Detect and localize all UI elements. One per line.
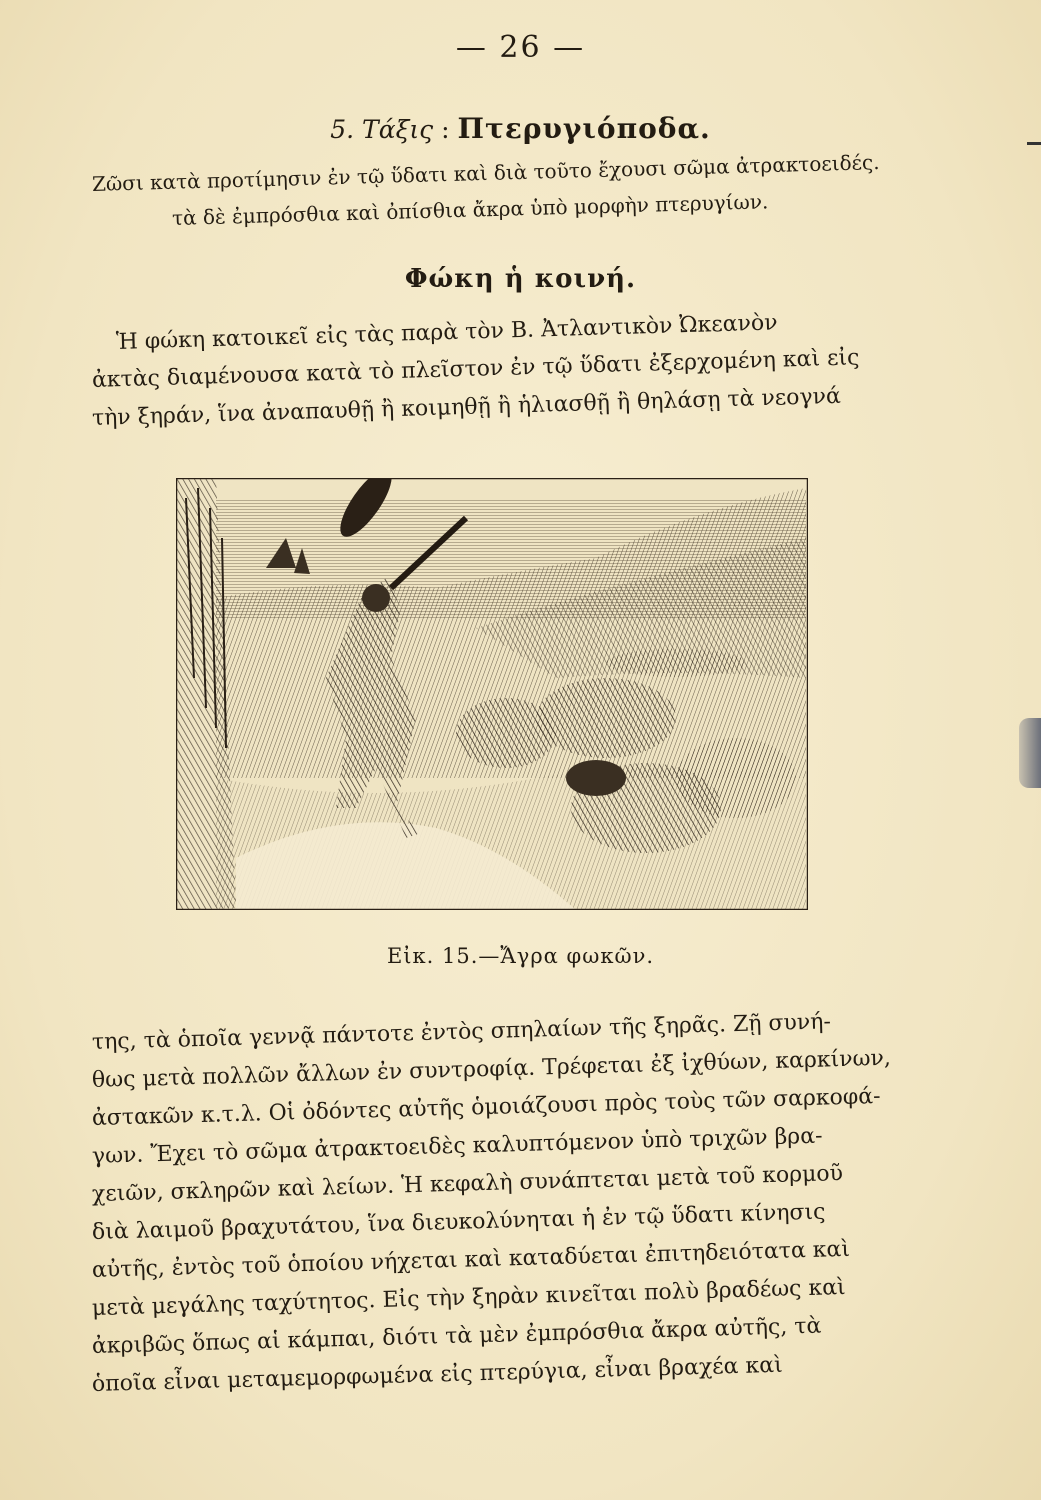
paragraph-line: ὁποῖα εἶναι μεταμεμορφωμένα εἰς πτερύγια, εἶναι βραχέα καὶ [91, 1352, 784, 1397]
paragraph-line: θως μετὰ πολλῶν ἄλλων ἐν συντροφίᾳ. Τρέφεται ἐξ ἰχθύων, καρκίνων, [91, 1045, 892, 1093]
section-name: Πτερυγιόποδα. [457, 112, 711, 145]
engraving-illustration [176, 478, 808, 910]
section-heading [0, 112, 1041, 145]
paragraph-line: γων. Ἔχει τὸ σῶμα ἀτρακτοειδὲς καλυπτόμενον ὑπὸ τριχῶν βρα- [91, 1123, 823, 1169]
section-separator: : [441, 115, 450, 144]
seal-hunt-engraving [176, 478, 808, 910]
figure-caption: Εἰκ. 15.—Ἄγρα φωκῶν. [386, 944, 655, 968]
section-order: 5. Τάξις [330, 115, 434, 144]
paragraph-line: ἀστακῶν κ.τ.λ. Οἱ ὀδόντες αὐτῆς ὁμοιάζουσι πρὸς τοὺς τῶν σαρκοφά- [91, 1083, 881, 1131]
paragraph-line: χειῶν, σκληρῶν καὶ λείων. Ἡ κεφαλὴ συνάπτεται μετὰ τοῦ κορμοῦ [91, 1161, 844, 1207]
paragraph-line: της, τὰ ὁποῖα γεννᾷ πάντοτε ἐντὸς σπηλαίων τῆς ξηρᾶς. Ζῇ συνή- [91, 1009, 832, 1055]
paragraph-line: τὴν ξηράν, ἵνα ἀναπαυθῇ ἢ κοιμηθῇ ἢ ἡλιασθῇ ἢ θηλάσῃ τὰ νεογνά [91, 383, 842, 431]
intro-line: τὰ δὲ ἐμπρόσθια καὶ ὀπίσθια ἄκρα ὑπὸ μορφὴν πτερυγίων. [171, 189, 769, 230]
paragraph-line: ἀκριβῶς ὅπως αἱ κάμπαι, διότι τὰ μὲν ἐμπρόσθια ἄκρα αὐτῆς, τὰ [91, 1313, 822, 1359]
paragraph-line: ἀκτὰς διαμένουσα κατὰ τὸ πλεῖστον ἐν τῷ ὕδατι ἐξερχομένη καὶ εἰς [91, 345, 860, 393]
intro-line: Ζῶσι κατὰ προτίμησιν ἐν τῷ ὕδατι καὶ διὰ τοῦτο ἔχουσι σῶμα ἀτρακτοειδές. [91, 150, 880, 196]
species-heading: Φώκη ἡ κοινή. [404, 264, 637, 294]
paragraph-line: αὐτῆς, ἐντὸς τοῦ ὁποίου νήχεται καὶ καταδύεται ἐπιτηδειότατα καὶ [91, 1236, 851, 1283]
paragraph-line: μετὰ μεγάλης ταχύτητος. Εἰς τὴν ξηρὰν κινεῖται πολὺ βραδέως καὶ [91, 1274, 846, 1321]
paragraph-line: διὰ λαιμοῦ βραχυτάτου, ἵνα διευκολύνηται ἡ ἐν τῷ ὕδατι κίνησις [91, 1199, 826, 1245]
page-number: — 26 — [455, 30, 586, 65]
binding-tab [1019, 718, 1041, 788]
paragraph-line: Ἡ φώκη κατοικεῖ εἰς τὰς παρὰ τὸν Β. Ἀτλαντικὸν Ὠκεανὸν [115, 310, 778, 355]
